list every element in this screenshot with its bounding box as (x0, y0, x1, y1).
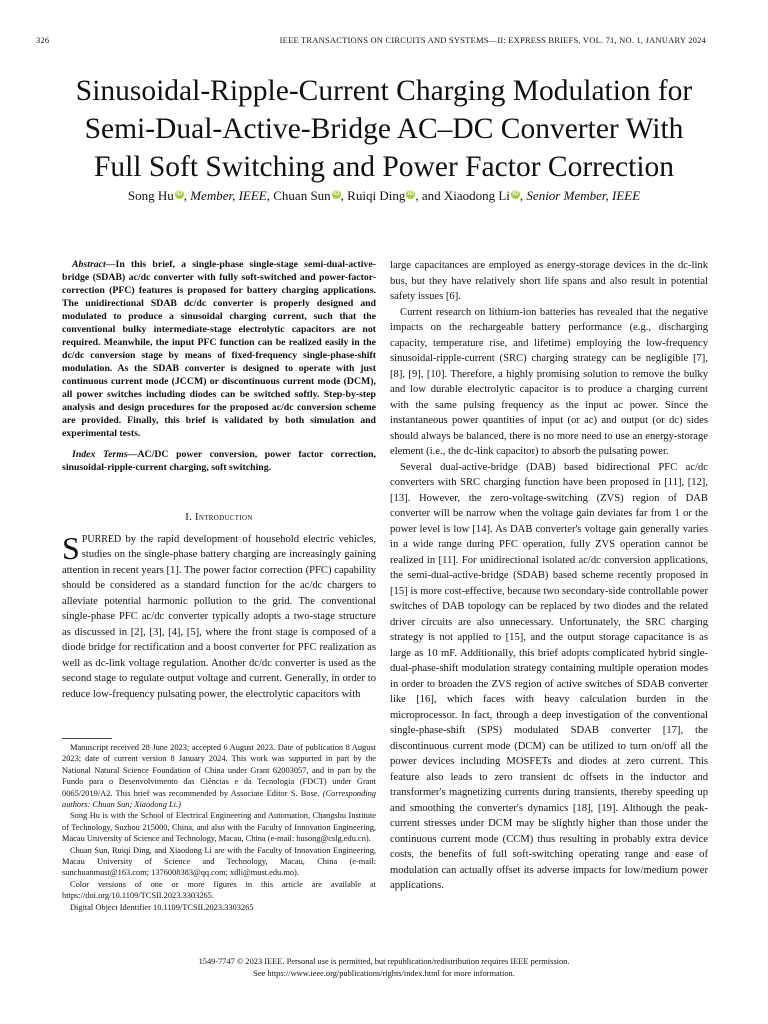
orcid-icon[interactable]: iD (407, 190, 414, 197)
index-terms-label: Index Terms— (72, 449, 138, 460)
abstract-label: Abstract— (72, 259, 116, 270)
title-line-3: Full Soft Switching and Power Factor Correction (93, 151, 675, 183)
abstract (62, 258, 376, 440)
index-terms (62, 448, 376, 474)
drop-cap: S (62, 529, 80, 566)
index-terms-text: AC/DC power conversion, power factor correction, sinusoidal-ripple-current charging, soft switching. (62, 449, 376, 473)
intro-first-words: PURRED (81, 533, 122, 545)
paragraph: Current research on lithium-ion batteries has revealed that the negative impacts on the rechargeable battery performance (e.g., discharging capacity, temperature rise, and lifetime) employing the low-frequency sinusoidal-ripple-current (SRC) charging strategy can be negligible [7], [8], [9], [10]. Therefore, a highly promising solution to remove the bulky and low durable electrolytic capacitor is to produce a charging current with the same pulsing frequency as the input ac power. Since the instantaneous power quantities of input (or ac) and output (or dc) sides should always be balanced, there is no more need to use an energy-storage element (i.e., the dc-link capacitor) to absorb the pulsating power. (390, 306, 708, 457)
author-4: and Xiaodong Li (421, 188, 510, 203)
footnote-affiliation: Song Hu is with the School of Electrical Engineering and Automation, Changshu Institute of Technology, Suzhou 215000, China, and also with the Faculty of Innovation Engineering, Macau University of Science and Technology, Macau, China (e-mail: husong@cslg.edu.cn). (62, 811, 376, 844)
intro-paragraph (62, 529, 376, 703)
paragraph: large capacitances are employed as energy-storage devices in the dc-link bus, but they have relatively short life spans and also result in potential safety issues [6]. (390, 260, 708, 302)
author-1: Song Hu (127, 188, 174, 203)
footnote-color-note[interactable]: Color versions of one or more figures in this article are available at https://doi.org/10.1109/TCSII.2023.3303265. (62, 879, 376, 901)
footnotes (62, 742, 376, 913)
right-column (390, 258, 708, 894)
footnote-divider (62, 738, 112, 739)
title-line-2: Semi-Dual-Active-Bridge AC–DC Converter With (84, 113, 684, 145)
footnote-affiliation: Chuan Sun, Ruiqi Ding, and Xiaodong Li are with the Faculty of Innovation Engineering, Macau University of Science and Technology, Macau, China (e-mail: sunchuanmust@163.com; 1376008383@qq.com; xdli@must.edu.mo). (62, 845, 376, 878)
author-2: Chuan Sun (273, 188, 331, 203)
title-line-1: Sinusoidal-Ripple-Current Charging Modulation for (75, 75, 693, 107)
author-4-role: Senior Member, IEEE (526, 188, 641, 203)
abstract-text: In this brief, a single-phase single-stage semi-dual-active-bridge (SDAB) ac/dc converter with fully soft-switched and power-factor-correction (PFC) features is proposed for battery charging applications. The unidirectional SDAB dc/dc converter is properly designed and modulated to produce a sinusoidal charging current, such that the conventional bulky intermediate-stage electrolytic capacitors are not required. Meanwhile, the input PFC function can be realized easily in the dc/dc conversion stage by means of fixed-frequency single-phase-shift modulation. As the SDAB converter is designed to operate with just continuous current mode (JCCM) or discontinuous current mode (DCM), all power switches including diodes can be switched softly. Step-by-step analysis and design procedures for the proposed ac/dc conversion scheme are provided. Finally, this brief is validated by both simulation and experimental tests. (62, 259, 376, 439)
author-1-role: Member, IEEE (190, 188, 267, 203)
footnote-manuscript (62, 742, 376, 810)
footnote-corresponding: (Corresponding authors: Chuan Sun; Xiaodong Li.) (62, 788, 376, 810)
orcid-icon[interactable]: iD (512, 190, 519, 197)
copyright-notice (60, 956, 708, 979)
copyright-line-1: 1549-7747 © 2023 IEEE. Personal use is permitted, but republication/redistribution requires IEEE permission. (198, 957, 570, 966)
author-3: Ruiqi Ding (347, 188, 406, 203)
section-heading: I. Introduction (185, 512, 253, 523)
orcid-icon[interactable]: iD (176, 190, 183, 197)
page-number: 326 (36, 35, 50, 45)
intro-text: by the rapid development of household electric vehicles, studies on the single-phase battery charging are increasingly gaining attention in recent years [1]. The power factor correction (PFC) capability should be considered as a standard function for the ac/dc chargers to alleviate potential harmonic pollution to the grid. The conventional single-phase PFC ac/dc converter typically adopts a two-stage structure as discussed in [2], [3], [4], [5], where the front stage is composed of a diode bridge for rectification and a boost converter for PFC realization as well as dc-link voltage regulation. Another dc/dc converter is used as the second stage to regulate output voltage and current. Generally, in order to reduce low-frequency pulsating power, the electrolytic capacitors with (62, 533, 376, 700)
journal-name: IEEE TRANSACTIONS ON CIRCUITS AND SYSTEMS—II: EXPRESS BRIEFS, VOL. 71, NO. 1, JANUARY 2024 (279, 35, 706, 45)
copyright-line-2[interactable]: See https://www.ieee.org/publications/rights/index.html for more information. (253, 968, 515, 978)
footnote-doi[interactable]: Digital Object Identifier 10.1109/TCSII.2023.3303265 (70, 902, 254, 912)
author-list: Song Hu iD , Member, IEEE, Chuan Sun iD , Ruiqi Ding iD , and Xiaodong Li iD , Senior Member, IEEE (127, 188, 641, 203)
paragraph: Several dual-active-bridge (DAB) based bidirectional PFC ac/dc converters with SRC charging function have been proposed in [11], [12], [13]. However, the zero-voltage-switching (ZVS) region of DAB converter will be narrow when the voltage gain deviates far from 1 or the power level is low [14]. As DAB converter's voltage gain generally varies in a wide range during PFC operation, fully ZVS operation cannot be realized in [11]. For unidirectional isolated ac/dc conversion applications, the semi-dual-active-bridge (SDAB) based scheme recently proposed in [15] is more cost-effective, because two secondary-side controllable power switches of DAB topology can be replaced by two diodes and the related driver circuits are also unnecessary. Unfortunately, the SRC charging strategy is not applied to [15], and the output storage capacitance is as large as 10 mF. Additionally, this brief adopts complicated hybrid single-dual-phase-shift modulation strategy containing multiple operation modes in order to broaden the ZVS region of active switches of SDAB converter like [16], which faces with heavy calculation burden in the microprocessor. In fact, through a deep investigation of the conventional single-phase-shift (SPS) modulated SDAB converter [17], the discontinuous current mode (DCM) can be utilized to turn on/off all the power devices including MOSFETs and diodes at zero current. This feature also leads to zero transient dc offsets in the inductor and transformer's magnetizing currents during transients, thereby speeding up and smoothing the converter's dynamics [18], [19]. Although the peak-current stresses under DCM may be slightly higher than those under the continuous current mode (CCM) thus resulting in probably extra device costs, the benefits of full soft-switching operating range and ease of modulation can actually offset its adverse impacts for low/medium power applications. (390, 461, 708, 891)
footnote-text: Manuscript received 28 June 2023; accepted 6 August 2023. Date of publication 8 August 2023; date of current version 8 January 2024. This work was supported in part by the National Natural Science Foundation of China under Grant 62003057, and in part by the Fundo para o Desenvolvimento das Ciências e da Tecnologia (FDCT) under Grant 0065/2019/A2. This brief was recommended by Associate Editor S. Bose. (62, 743, 376, 798)
left-column (62, 258, 376, 702)
paper-title (30, 72, 738, 186)
orcid-icon[interactable]: iD (333, 190, 340, 197)
